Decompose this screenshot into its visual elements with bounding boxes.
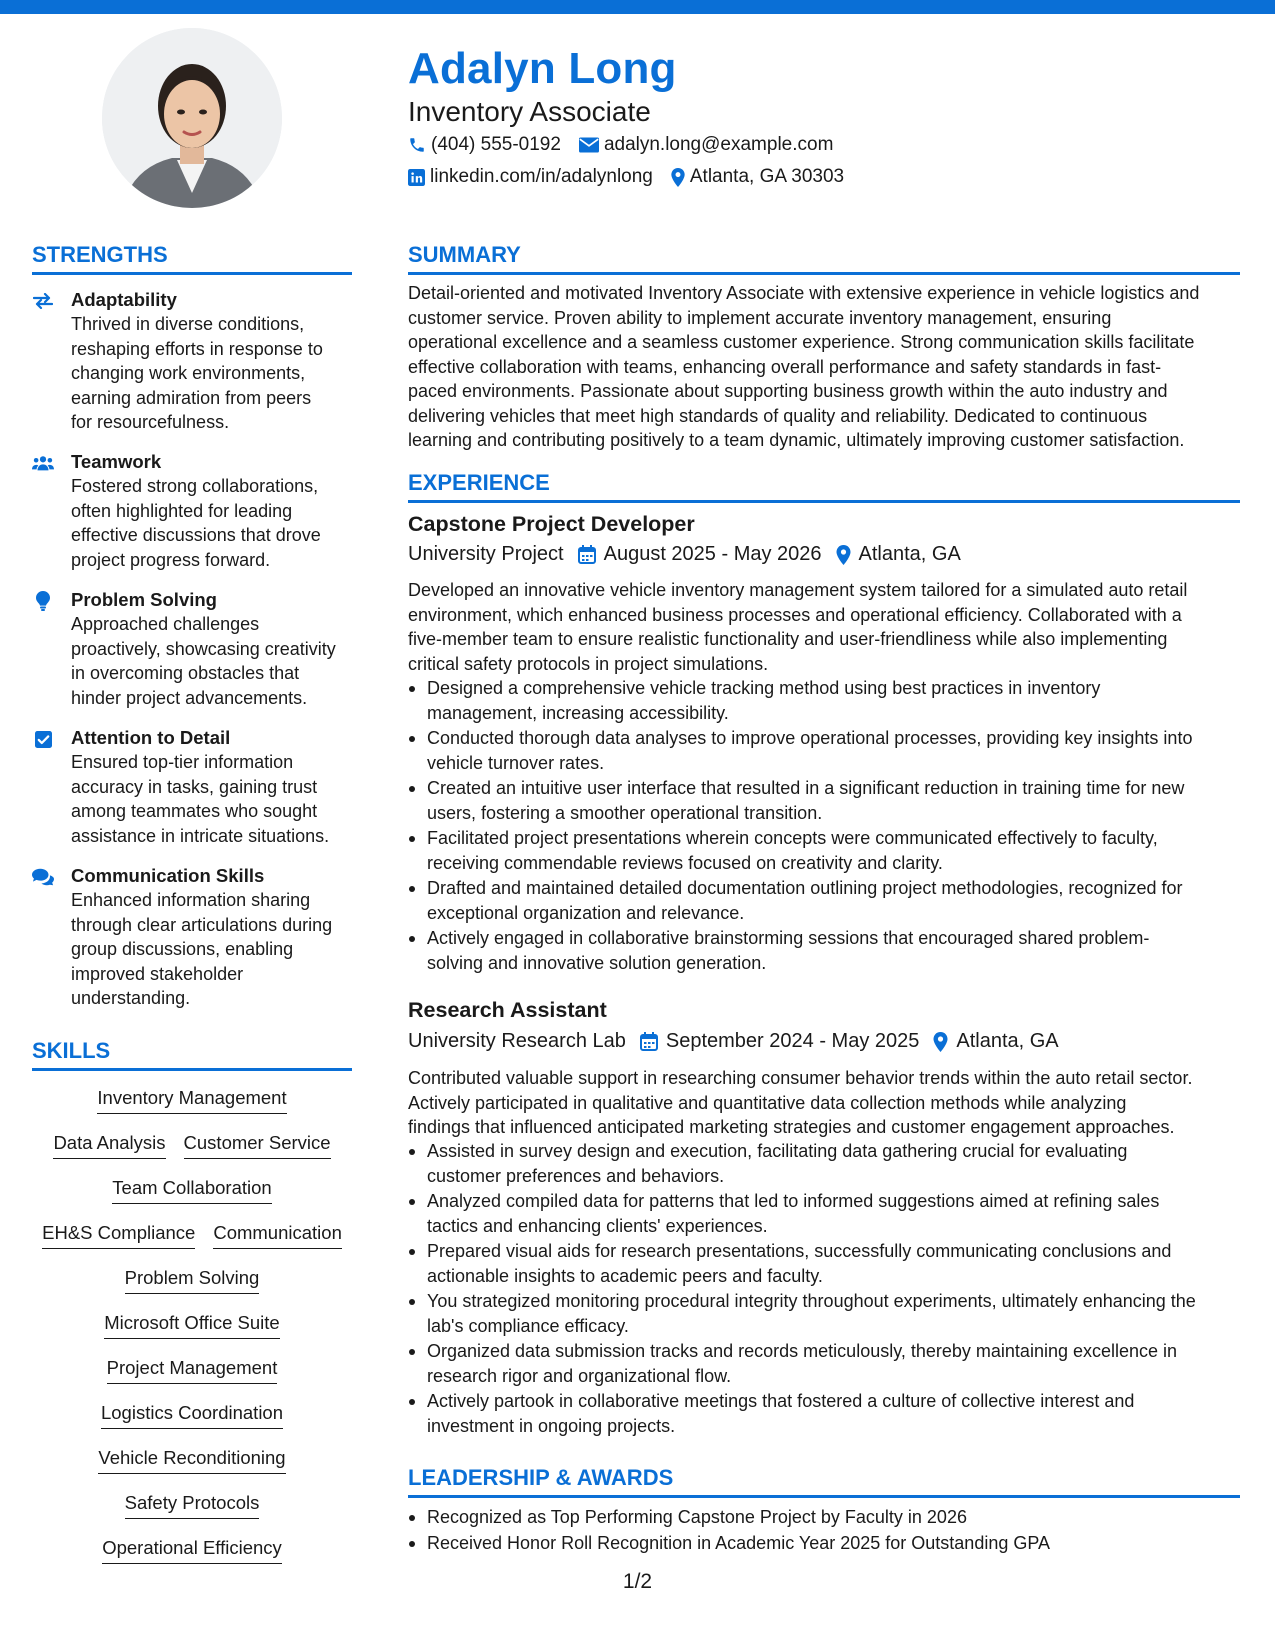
bullet-line: Designed a comprehensive vehicle tracking method using best practices in inventory bbox=[427, 678, 1101, 698]
job-title: Research Assistant bbox=[408, 998, 607, 1022]
strength-description bbox=[71, 750, 352, 848]
skill-tag: EH&S Compliance bbox=[42, 1221, 195, 1249]
desc-line: for resourcefulness. bbox=[71, 412, 230, 432]
bullet-item bbox=[408, 1239, 1240, 1288]
job-location: Atlanta, GA bbox=[956, 1030, 1059, 1052]
desc-line: findings that influenced anticipated marketing strategies and customer engagement approaches. bbox=[408, 1117, 1175, 1137]
bullet-line: Created an intuitive user interface that resulted in a significant reduction in training time for new bbox=[427, 778, 1185, 798]
desc-line: critical safety protocols in project simulations. bbox=[408, 653, 769, 674]
strength-item bbox=[32, 588, 352, 710]
bullet-item bbox=[408, 676, 1240, 725]
phone-contact[interactable] bbox=[408, 134, 561, 156]
bullet-line: lab's compliance efficacy. bbox=[427, 1315, 629, 1336]
skill-tag: Vehicle Reconditioning bbox=[98, 1446, 285, 1474]
bullet-line: tactics and enhancing clients' experiences. bbox=[427, 1215, 768, 1236]
skill-tag: Project Management bbox=[107, 1356, 278, 1384]
skill-tag: Safety Protocols bbox=[125, 1491, 260, 1519]
strength-title: Adaptability bbox=[71, 289, 177, 310]
desc-line: assistance in intricate situations. bbox=[71, 825, 330, 846]
bullet-item bbox=[408, 876, 1240, 925]
desc-line: Fostered strong collaborations, bbox=[71, 476, 319, 496]
bullet-line: Organized data submission tracks and records meticulously, thereby maintaining excellence in bbox=[427, 1341, 1178, 1361]
strengths-heading: STRENGTHS bbox=[32, 242, 352, 275]
desc-line: through clear articulations during bbox=[71, 914, 333, 935]
bullet-item bbox=[408, 1339, 1240, 1388]
summary-heading: SUMMARY bbox=[408, 242, 1240, 275]
page-indicator: 1/2 bbox=[622, 1570, 653, 1593]
desc-line: environment, which enhanced business processes and operational efficiency. Collaborated with a bbox=[408, 604, 1182, 625]
skill-tag: Microsoft Office Suite bbox=[104, 1311, 279, 1339]
phone-text: (404) 555-0192 bbox=[431, 134, 561, 155]
strength-item bbox=[32, 450, 352, 572]
summary-line: learning and contributing positively to a team dynamic, ultimately improving customer satisfaction. bbox=[408, 430, 1185, 450]
email-contact[interactable] bbox=[579, 134, 833, 156]
award-item: Recognized as Top Performing Capstone Project by Faculty in 2026 bbox=[408, 1505, 1240, 1530]
strength-description bbox=[71, 888, 352, 1011]
profile-photo bbox=[102, 28, 282, 208]
desc-line: Approached challenges bbox=[71, 614, 260, 634]
bullet-line: research rigor and organizational flow. bbox=[427, 1365, 732, 1386]
bullet-line: exceptional organization and relevance. bbox=[427, 902, 745, 923]
skill-tag: Customer Service bbox=[184, 1131, 331, 1159]
desc-line: effective discussions that drove bbox=[71, 525, 321, 545]
contact-row-1 bbox=[408, 134, 851, 156]
job-organization: University Research Lab bbox=[408, 1030, 626, 1052]
desc-line: improved stakeholder bbox=[71, 963, 244, 984]
bullet-item bbox=[408, 1289, 1240, 1338]
bullet-line: receiving commendable reviews focused on creativity and clarity. bbox=[427, 852, 943, 873]
arrows-swap-icon bbox=[32, 290, 54, 312]
job-dates: September 2024 - May 2025 bbox=[665, 1030, 920, 1052]
chat-bubbles-icon bbox=[32, 866, 54, 888]
summary-line: customer service. Proven ability to implement accurate inventory management, ensuring bbox=[408, 307, 1112, 328]
candidate-name: Adalyn Long bbox=[408, 44, 677, 93]
skill-row bbox=[32, 1356, 352, 1384]
bullet-line: vehicle turnover rates. bbox=[427, 752, 605, 773]
summary-line: delivering vehicles that meet high standards of quality and reliability. Dedicated to continuous bbox=[408, 405, 1148, 426]
contact-row-2 bbox=[408, 166, 862, 188]
bullet-item bbox=[408, 726, 1240, 775]
bullet-item bbox=[408, 1139, 1240, 1188]
bullet-line: Drafted and maintained detailed documentation outlining project methodologies, recognized for bbox=[427, 878, 1183, 898]
desc-line: Contributed valuable support in researching consumer behavior trends within the auto retail sector. bbox=[408, 1068, 1193, 1088]
bullet-line: investment in ongoing projects. bbox=[427, 1415, 676, 1436]
awards-list bbox=[408, 1505, 1240, 1556]
calendar-icon bbox=[578, 545, 596, 564]
skills-heading: SKILLS bbox=[32, 1038, 352, 1071]
bullet-line: Conducted thorough data analyses to improve operational processes, providing key insights into bbox=[427, 728, 1193, 748]
phone-icon bbox=[408, 136, 426, 154]
skill-tag: Inventory Management bbox=[97, 1086, 286, 1114]
skill-row bbox=[32, 1221, 352, 1249]
users-icon bbox=[32, 452, 54, 474]
linkedin-icon bbox=[408, 169, 425, 186]
summary-line: paced environments. Passionate about supporting business growth within the auto industry and bbox=[408, 381, 1168, 401]
strength-title: Teamwork bbox=[71, 451, 162, 472]
skill-row bbox=[32, 1086, 352, 1114]
location-contact bbox=[671, 166, 844, 188]
summary-line: operational excellence and a seamless customer experience. Strong communication skills facilitate bbox=[408, 332, 1195, 352]
bullet-line: Facilitated project presentations wherein concepts were communicated effectively to faculty, bbox=[427, 828, 1158, 848]
map-pin-icon bbox=[933, 1032, 948, 1052]
desc-line: understanding. bbox=[71, 988, 191, 1008]
email-text: adalyn.long@example.com bbox=[603, 134, 834, 155]
desc-line: proactively, showcasing creativity bbox=[71, 638, 336, 659]
desc-line: reshaping efforts in response to bbox=[71, 338, 323, 359]
skill-row bbox=[32, 1176, 352, 1204]
bullet-item bbox=[408, 926, 1240, 975]
desc-line: Actively participated in qualitative and quantitative data collection methods while analyzing bbox=[408, 1092, 1127, 1113]
strength-item bbox=[32, 864, 352, 1011]
desc-line: Ensured top-tier information bbox=[71, 752, 294, 772]
desc-line: in overcoming obstacles that bbox=[71, 663, 300, 683]
bullet-item bbox=[408, 826, 1240, 875]
desc-line: Developed an innovative vehicle inventory management system tailored for a simulated auto retail bbox=[408, 580, 1188, 600]
skill-row bbox=[32, 1536, 352, 1564]
top-accent-bar bbox=[0, 0, 1275, 14]
job-title: Capstone Project Developer bbox=[408, 512, 695, 536]
strength-item bbox=[32, 288, 352, 435]
job-dates: August 2025 - May 2026 bbox=[603, 543, 822, 565]
experience-heading: EXPERIENCE bbox=[408, 470, 1240, 503]
strength-description bbox=[71, 474, 352, 572]
desc-line: often highlighted for leading bbox=[71, 500, 293, 521]
award-item: Received Honor Roll Recognition in Academic Year 2025 for Outstanding GPA bbox=[408, 1531, 1240, 1556]
job-location: Atlanta, GA bbox=[858, 543, 961, 565]
strength-title: Attention to Detail bbox=[71, 727, 231, 748]
desc-line: earning admiration from peers bbox=[71, 387, 312, 408]
lightbulb-icon bbox=[32, 590, 54, 612]
skill-tag: Logistics Coordination bbox=[101, 1401, 283, 1429]
desc-line: hinder project advancements. bbox=[71, 687, 308, 708]
skill-tag: Problem Solving bbox=[125, 1266, 260, 1294]
bullet-line: actionable insights to academic peers and faculty. bbox=[427, 1265, 823, 1286]
skill-row bbox=[32, 1266, 352, 1294]
bullet-item bbox=[408, 1189, 1240, 1238]
skill-tag: Operational Efficiency bbox=[102, 1536, 282, 1564]
calendar-icon bbox=[640, 1032, 658, 1051]
skill-row bbox=[32, 1131, 352, 1159]
bullet-item bbox=[408, 1389, 1240, 1438]
skill-tag: Communication bbox=[213, 1221, 342, 1249]
checkbox-icon bbox=[32, 728, 54, 750]
desc-line: five-member team to ensure realistic functionality and user-friendliness while also implementing bbox=[408, 629, 1168, 649]
bullet-line: You strategized monitoring procedural integrity throughout experiments, ultimately enhancing the bbox=[427, 1291, 1196, 1311]
desc-line: project progress forward. bbox=[71, 549, 271, 570]
job-bullets bbox=[408, 1139, 1240, 1439]
location-text: Atlanta, GA 30303 bbox=[689, 166, 845, 187]
strength-item bbox=[32, 726, 352, 848]
envelope-icon bbox=[579, 137, 599, 153]
strength-title: Communication Skills bbox=[71, 865, 265, 886]
bullet-line: users, fostering a smoother operational transition. bbox=[427, 802, 823, 823]
candidate-role: Inventory Associate bbox=[408, 96, 651, 127]
desc-line: Enhanced information sharing bbox=[71, 890, 311, 910]
bullet-line: solving and innovative solution generation. bbox=[427, 952, 767, 973]
job-meta bbox=[408, 1030, 1059, 1053]
linkedin-text: linkedin.com/in/adalynlong bbox=[430, 166, 653, 187]
linkedin-contact[interactable] bbox=[408, 166, 653, 188]
skill-row bbox=[32, 1491, 352, 1519]
summary-text bbox=[408, 281, 1240, 453]
strength-description bbox=[71, 312, 352, 435]
skill-tag: Team Collaboration bbox=[112, 1176, 271, 1204]
desc-line: Thrived in diverse conditions, bbox=[71, 314, 305, 334]
bullet-line: customer preferences and behaviors. bbox=[427, 1165, 725, 1186]
bullet-line: Actively partook in collaborative meetings that fostered a culture of collective interest and bbox=[427, 1391, 1135, 1411]
map-pin-icon bbox=[671, 168, 685, 187]
map-pin-icon bbox=[836, 545, 851, 565]
strength-description bbox=[71, 612, 352, 710]
job-description bbox=[408, 578, 1240, 676]
job-bullets bbox=[408, 676, 1240, 976]
summary-line: effective collaboration with teams, enhancing overall performance and safety standards in fast- bbox=[408, 356, 1162, 377]
awards-heading: LEADERSHIP & AWARDS bbox=[408, 1465, 1240, 1498]
desc-line: changing work environments, bbox=[71, 363, 306, 383]
skill-row bbox=[32, 1401, 352, 1429]
desc-line: accuracy in tasks, gaining trust bbox=[71, 776, 318, 797]
bullet-line: Assisted in survey design and execution, facilitating data gathering crucial for evaluating bbox=[427, 1141, 1128, 1161]
strength-title: Problem Solving bbox=[71, 589, 217, 610]
portrait-image bbox=[102, 28, 282, 208]
skill-tag: Data Analysis bbox=[53, 1131, 165, 1159]
bullet-line: Analyzed compiled data for patterns that led to informed suggestions aimed at refining sales bbox=[427, 1191, 1160, 1211]
bullet-line: Actively engaged in collaborative brainstorming sessions that encouraged shared problem- bbox=[427, 928, 1150, 948]
desc-line: among teammates who sought bbox=[71, 801, 318, 821]
job-meta bbox=[408, 543, 961, 566]
skill-row bbox=[32, 1446, 352, 1474]
bullet-line: management, increasing accessibility. bbox=[427, 702, 729, 723]
skill-row bbox=[32, 1311, 352, 1339]
bullet-item bbox=[408, 776, 1240, 825]
summary-line: Detail-oriented and motivated Inventory Associate with extensive experience in vehicle logistics and bbox=[408, 283, 1200, 303]
job-description bbox=[408, 1066, 1240, 1140]
desc-line: group discussions, enabling bbox=[71, 939, 294, 959]
bullet-line: Prepared visual aids for research presentations, successfully communicating conclusions and bbox=[427, 1241, 1172, 1261]
job-organization: University Project bbox=[408, 543, 564, 565]
